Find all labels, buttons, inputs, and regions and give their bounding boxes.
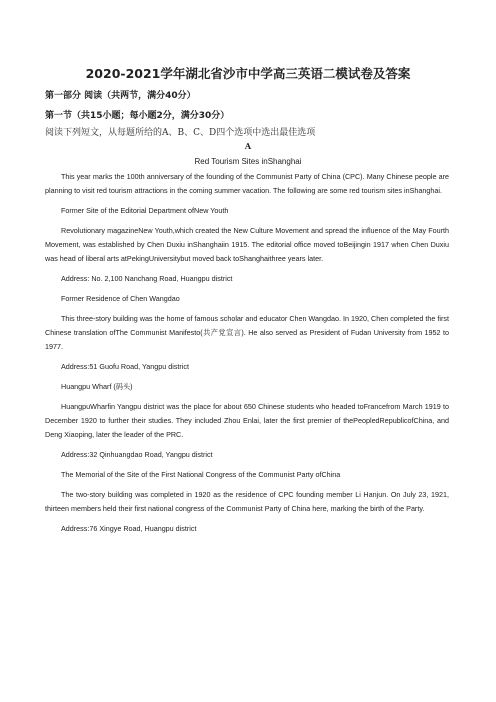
page-title: 2020-2021学年湖北省沙市中学高三英语二模试卷及答案 (85, 66, 411, 81)
paragraph: This year marks the 100th anniversary of the founding of the Communist Party of China (CPC). Many Chinese people are planning to visit red tourism attractions in the coming summer vacation. The following are some red tourism sites inShanghai. (45, 172, 449, 195)
section-heading-huangpu-wharf: Huangpu Wharf (码头) (61, 382, 133, 391)
passage-title: Red Tourism Sites inShanghai (194, 157, 302, 166)
address-line: Address:51 Guofu Road, Yangpu district (61, 362, 189, 371)
section-heading: 第一节（共15小题；每小题2分，满分30分） (45, 111, 230, 121)
instruction-text: 阅读下列短文，从每题所给的A、B、C、D四个选项中选出最佳选项 (45, 128, 316, 138)
passage-letter: A (244, 141, 252, 151)
passage-body (45, 170, 449, 536)
section-heading-new-youth: Former Site of the Editorial Department ofNew Youth (61, 206, 229, 215)
address-line: Address:76 Xingye Road, Huangpu district (61, 524, 197, 533)
address-line: Address:32 Qinhuangdao Road, Yangpu district (61, 450, 213, 459)
paragraph: Revolutionary magazineNew Youth,which created the New Culture Movement and spread the influence of the May Fourth Movement, was established by Chen Duxiu inShanghaiin 1915. The editorial office moved toBeijingin 1917 when Chen Duxiu was head of liberal arts atPekingUniversitybut moved back toShanghaithree years later. (45, 226, 449, 263)
section-heading-chen-wangdao: Former Residence of Chen Wangdao (61, 294, 180, 303)
section-heading-memorial: The Memorial of the Site of the First National Congress of the Communist Party ofChina (61, 470, 341, 479)
paragraph: The two-story building was completed in 1920 as the residence of CPC founding member Li Hanjun. On July 23, 1921, thirteen members held their first national congress of the Communist Party of China here, marking the birth of the Party. (45, 490, 449, 513)
paragraph: HuangpuWharfin Yangpu district was the place for about 650 Chinese students who headed toFrancefrom March 1919 to December 1920 to further their studies. They included Zhou Enlai, later the first premier of thePeopledRepublicofChina, and Deng Xiaoping, later the leader of the PRC. (45, 402, 449, 439)
address-line: Address: No. 2,100 Nanchang Road, Huangpu district (61, 274, 233, 283)
paragraph: This three-story building was the home of famous scholar and educator Chen Wangdao. In 1920, Chen completed the first Chinese translation ofThe Communist Manifesto(共产党宣言). He also served as President of Fudan University from 1952 to 1977. (45, 314, 449, 351)
part-heading: 第一部分 阅读（共两节，满分40分） (45, 91, 196, 101)
